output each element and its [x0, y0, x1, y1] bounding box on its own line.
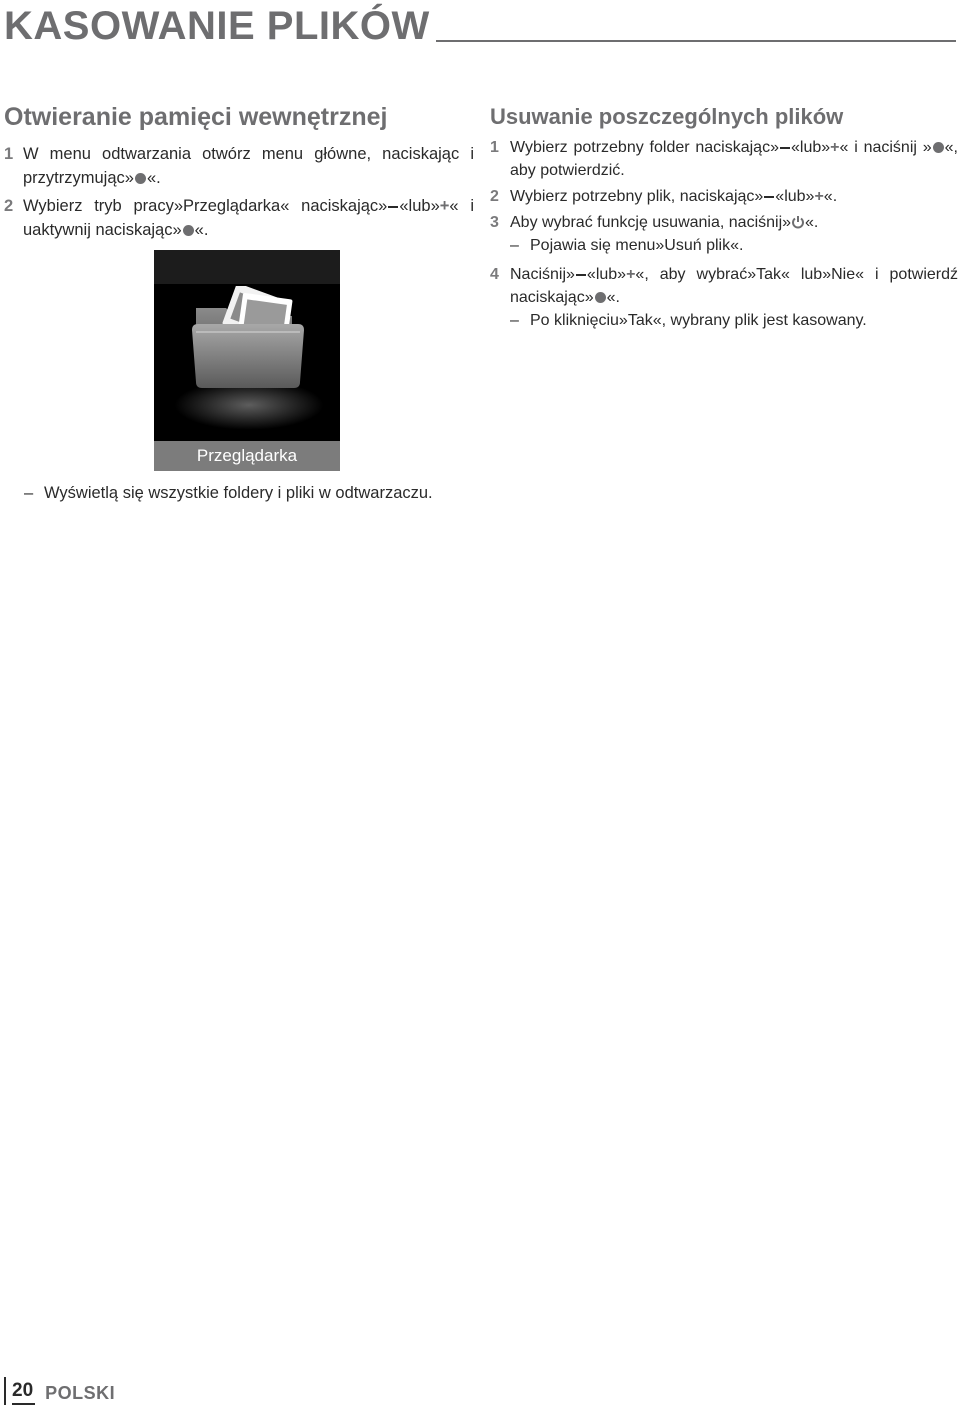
right-step-2 [490, 185, 958, 208]
ok-button-icon [183, 225, 194, 236]
step-text-part: «lub» [586, 266, 627, 283]
step-number: 4 [490, 266, 499, 283]
step-text [510, 136, 958, 182]
player-screen [154, 250, 340, 471]
section-open-memory [4, 100, 474, 246]
left-step-2 [4, 194, 474, 242]
result-dash: – [510, 312, 519, 329]
ok-button-icon [595, 292, 606, 303]
note-dash: – [24, 484, 34, 502]
screen-label: Przeglądarka [154, 441, 340, 471]
plus-button-icon: + [830, 139, 840, 156]
page-header [4, 2, 956, 48]
result-dash: – [510, 237, 519, 254]
minus-button-icon [388, 206, 398, 208]
step-text-part: « i uaktywnij naciskając» [23, 197, 474, 239]
step-number: 1 [490, 139, 499, 156]
footer-rule [4, 1377, 6, 1405]
step-text [23, 194, 474, 242]
left-step-1 [4, 142, 474, 190]
language-label: POLSKI [45, 1383, 116, 1403]
step-text-part: Wybierz tryb pracy»Przeglądarka« naciskając» [23, 197, 388, 215]
result-text: Pojawia się menu»Usuń plik«. [530, 237, 744, 254]
step-text-part: Wybierz potrzebny folder naciskając» [510, 139, 779, 156]
step-text-part: Wybierz potrzebny plik, naciskając» [510, 188, 764, 205]
step-text [510, 263, 958, 309]
section-delete-files [490, 100, 958, 338]
left-note [24, 481, 433, 505]
power-button-icon [791, 215, 805, 229]
step-text [23, 142, 474, 190]
minus-button-icon [764, 196, 774, 198]
step-text-part: «, aby potwierdzić. [510, 139, 958, 179]
screen-top-bar [154, 250, 340, 284]
ok-button-icon [933, 142, 944, 153]
step-number: 3 [490, 214, 499, 231]
right-step-1 [490, 136, 958, 182]
step-text-part: «. [146, 169, 161, 187]
right-step-3-result [490, 234, 958, 257]
step-text [510, 211, 958, 234]
step-text-part: «lub» [790, 139, 831, 156]
step-number: 2 [4, 197, 14, 215]
step-text-part: «. [194, 221, 209, 239]
step-number: 1 [4, 145, 14, 163]
step-text-part: W menu odtwarzania otwórz menu główne, naciskając i przytrzymując» [23, 145, 474, 187]
step-text-part: Aby wybrać funkcję usuwania, naciśnij» [510, 214, 792, 231]
step-text-part: «. [823, 188, 838, 205]
result-text: Po kliknięciu»Tak«, wybrany plik jest kasowany. [530, 312, 867, 329]
minus-button-icon [576, 274, 586, 276]
title-rule [436, 40, 956, 42]
page-title: KASOWANIE PLIKÓW [4, 4, 430, 48]
note-text: Wyświetlą się wszystkie foldery i pliki w odtwarzaczu. [44, 484, 433, 502]
folder-icon [188, 286, 308, 396]
step-text-part: « i naciśnij » [839, 139, 932, 156]
section-heading-open-memory: Otwieranie pamięci wewnętrznej [4, 103, 388, 131]
minus-button-icon [780, 147, 790, 149]
plus-button-icon: + [439, 197, 450, 215]
step-text-part: «lub» [399, 197, 440, 215]
step-text-part: «, aby wybrać»Tak« lub»Nie« i potwierdź naciskając» [510, 266, 958, 306]
right-step-4-result [490, 309, 958, 332]
section-heading-delete-files: Usuwanie poszczególnych plików [490, 104, 844, 129]
step-text [510, 185, 958, 208]
page-number: 20 [12, 1379, 35, 1405]
step-number: 2 [490, 188, 499, 205]
plus-button-icon: + [626, 266, 636, 283]
step-text-part: Naciśnij» [510, 266, 575, 283]
right-step-4 [490, 263, 958, 309]
step-text-part: «lub» [775, 188, 815, 205]
page-footer [4, 1377, 115, 1405]
step-text-part: «. [606, 289, 620, 306]
ok-button-icon [135, 173, 146, 184]
plus-button-icon: + [814, 188, 824, 205]
step-text-part: «. [805, 214, 819, 231]
right-step-3 [490, 211, 958, 234]
